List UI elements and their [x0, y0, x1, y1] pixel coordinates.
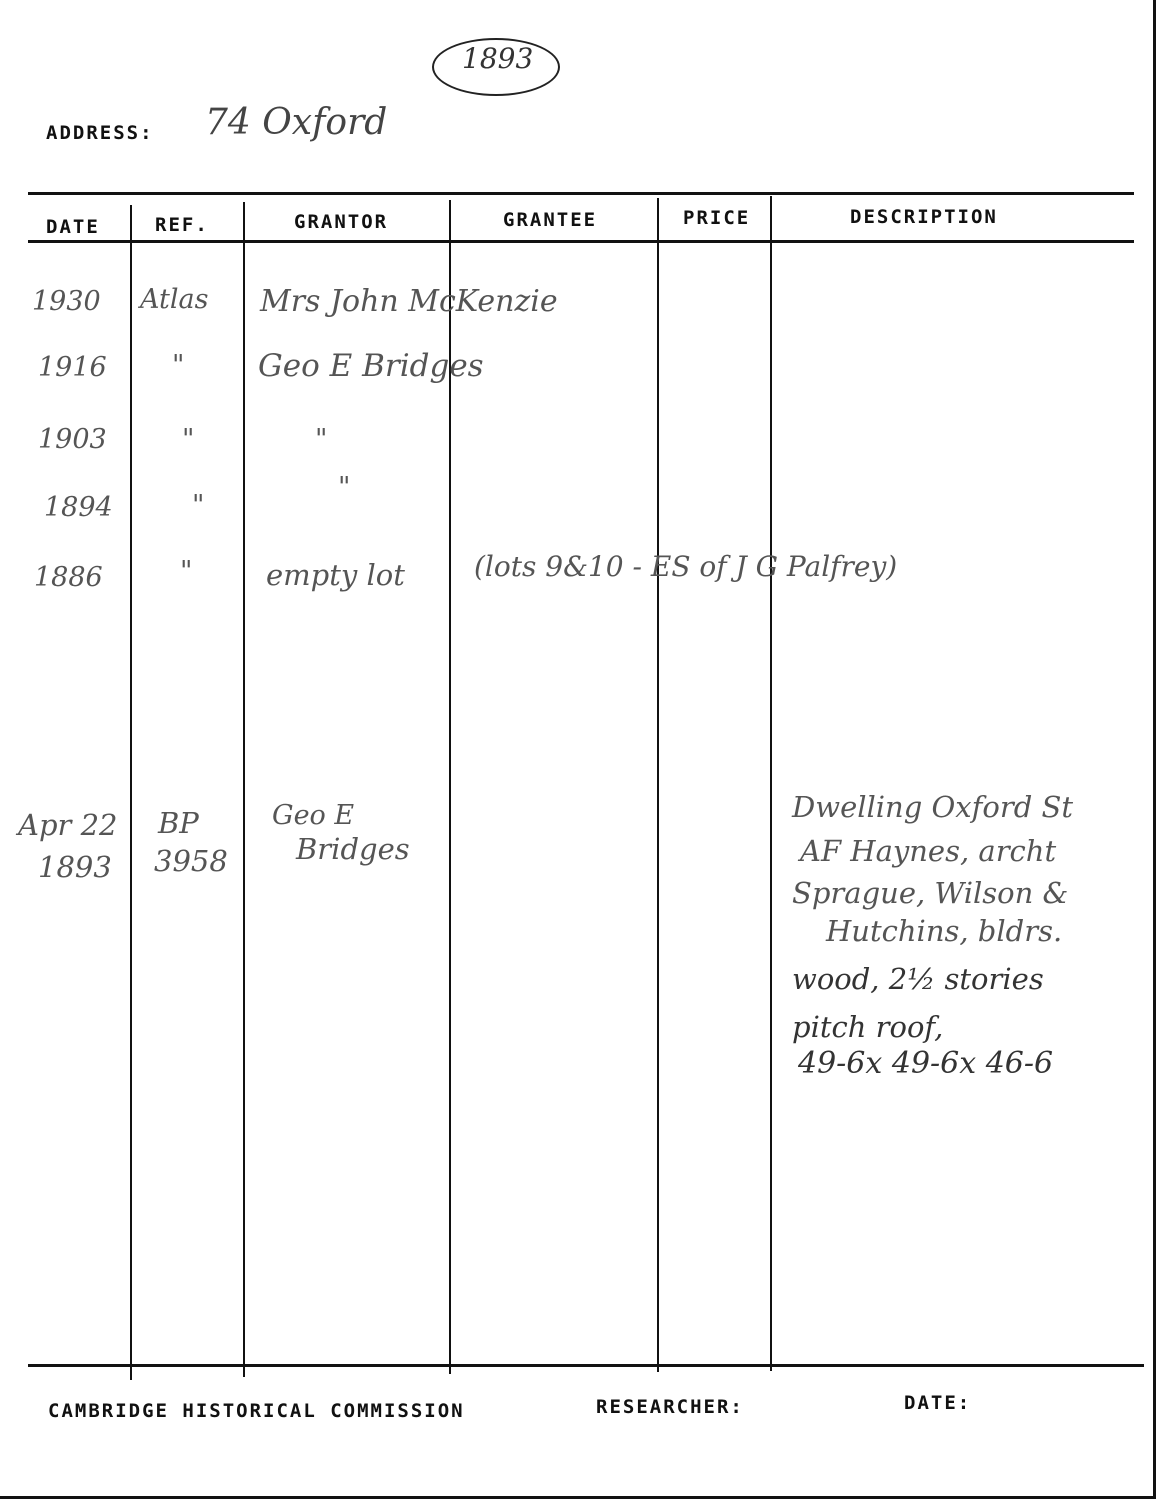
footer-commission: CAMBRIDGE HISTORICAL COMMISSION	[48, 1400, 465, 1422]
entry-grantor: Geo E Bridges	[258, 348, 484, 384]
footer-researcher-label: RESEARCHER:	[596, 1396, 744, 1418]
permit-grantor-line1: Geo E	[272, 800, 355, 831]
permit-description-line: wood, 2½ stories	[792, 962, 1044, 996]
entry-grantor: empty lot	[266, 558, 405, 592]
entry-date: 1930	[32, 286, 101, 317]
permit-ref-line1: BP	[158, 806, 199, 840]
permit-ref-line2: 3958	[154, 844, 228, 878]
permit-date-line1: Apr 22	[18, 808, 118, 842]
column-divider-grantee-price	[657, 198, 659, 1372]
address-value: 74 Oxford	[205, 102, 388, 143]
permit-description-line: Sprague, Wilson &	[792, 876, 1069, 910]
header-grantee: GRANTEE	[503, 209, 598, 231]
header-ref: REF.	[155, 214, 209, 236]
permit-description-line: Dwelling Oxford St	[792, 790, 1074, 824]
header-date: DATE	[46, 216, 100, 238]
entry-date: 1886	[34, 562, 103, 593]
header-description: DESCRIPTION	[850, 206, 998, 228]
permit-description-line: 49-6x 49-6x 46-6	[798, 1046, 1054, 1081]
permit-description-line: Hutchins, bldrs.	[826, 914, 1063, 948]
entry-ref: "	[180, 556, 193, 587]
permit-description-line: pitch roof,	[792, 1010, 944, 1044]
entry-ref: "	[172, 350, 185, 381]
header-price: PRICE	[683, 207, 751, 229]
header-bottom-rule	[28, 240, 1134, 243]
footer-date-label: DATE:	[904, 1392, 972, 1414]
entry-ref: "	[192, 490, 205, 521]
year-circled-text: 1893	[462, 42, 534, 75]
entry-ref: Atlas	[140, 284, 209, 315]
permit-description-line: AF Haynes, archt	[800, 834, 1057, 868]
entry-ref: "	[182, 424, 195, 455]
permit-date-line2: 1893	[38, 850, 112, 884]
entry-date: 1903	[38, 424, 107, 455]
entry-grantor: "	[338, 472, 351, 503]
address-label: ADDRESS:	[46, 122, 154, 144]
column-divider-ref-grantor	[243, 202, 245, 1377]
column-divider-price-description	[770, 196, 772, 1371]
table-top-rule	[28, 192, 1134, 195]
table-bottom-rule	[28, 1364, 1144, 1367]
entry-grantor: Mrs John McKenzie	[260, 284, 558, 319]
column-divider-date-ref	[130, 205, 132, 1380]
entry-date: 1916	[38, 352, 107, 383]
entry-grantor: "	[315, 424, 328, 455]
entry-date: 1894	[44, 492, 113, 523]
header-grantor: GRANTOR	[294, 211, 389, 233]
permit-grantor-line2: Bridges	[296, 832, 410, 866]
entry-grantee-note: (lots 9&10 - ES of J G Palfrey)	[474, 550, 898, 583]
